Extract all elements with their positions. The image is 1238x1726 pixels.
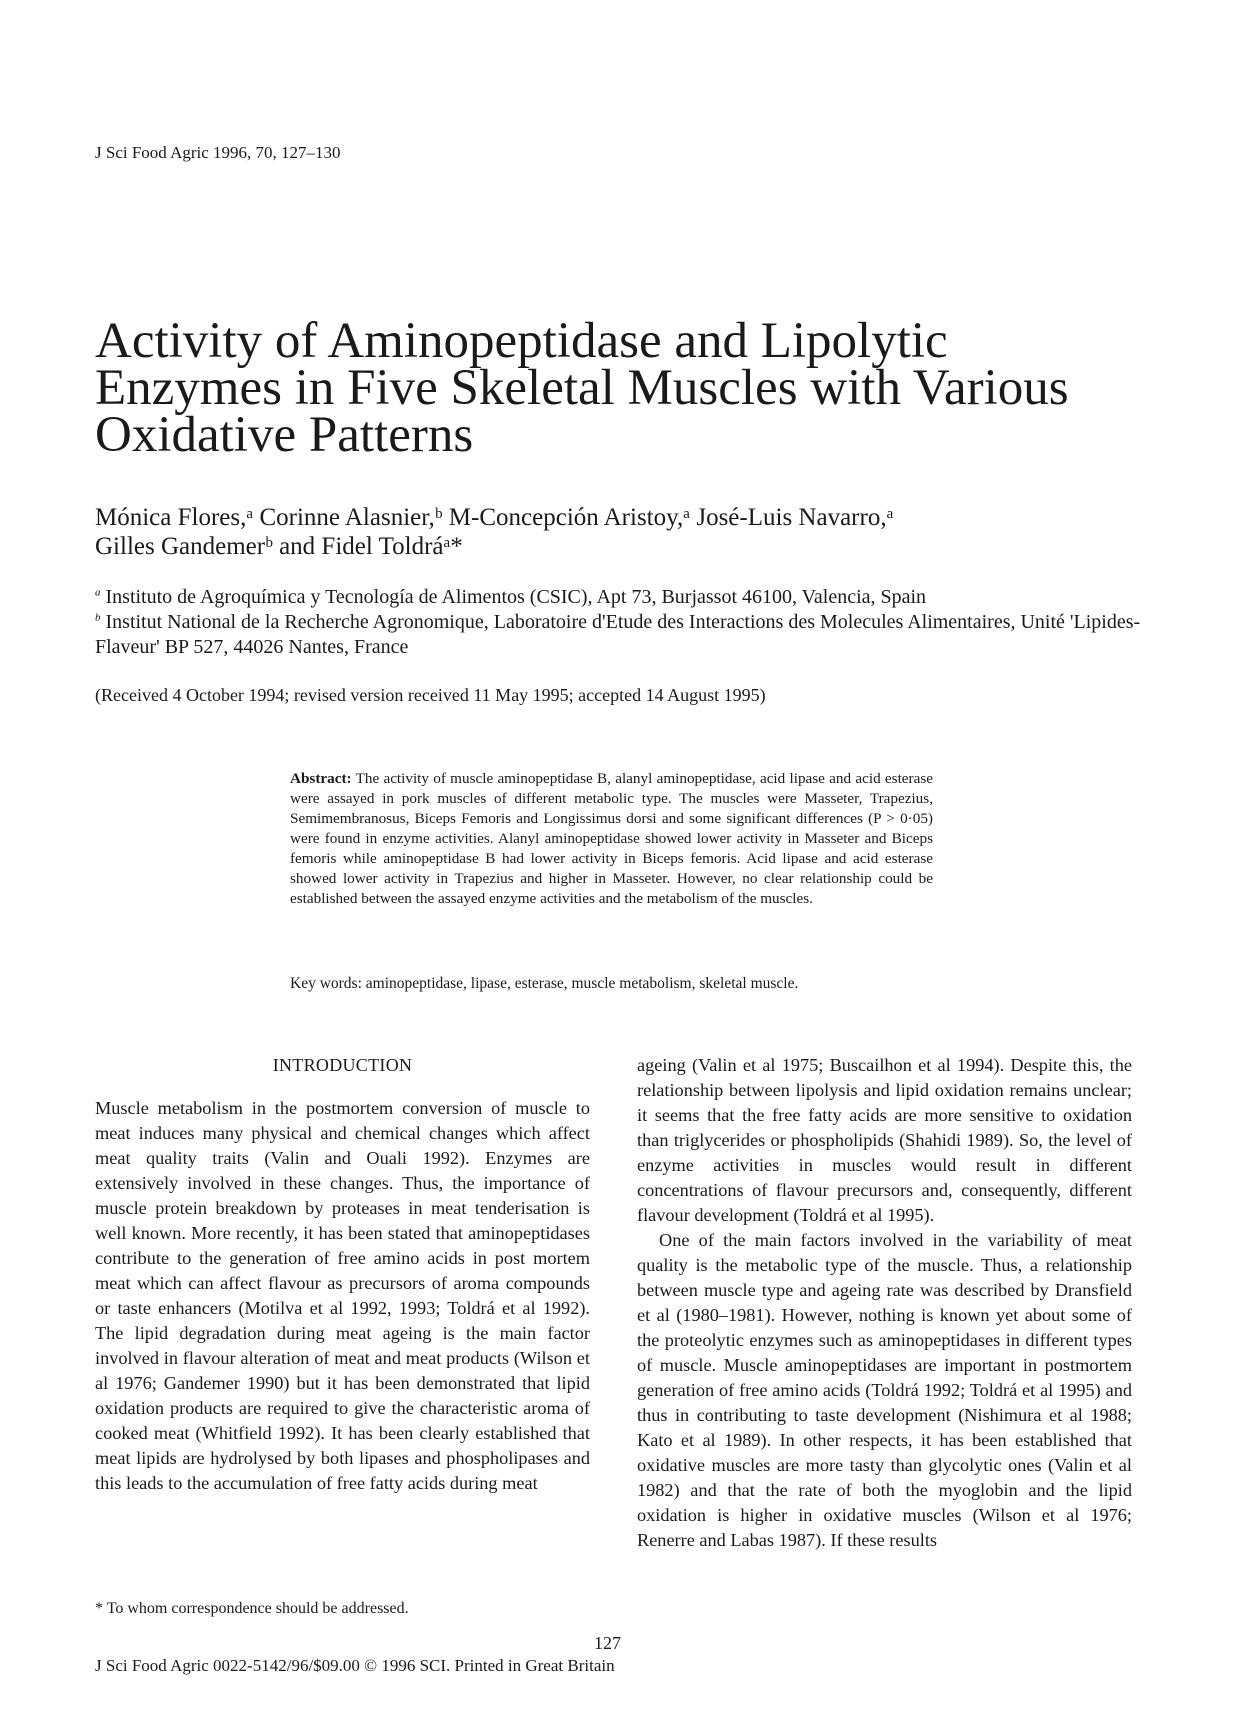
title-line-2: Enzymes in Five Skeletal Muscles with Various bbox=[95, 360, 1069, 416]
affiliation-a bbox=[95, 585, 1155, 610]
page-number: 127 bbox=[594, 1633, 621, 1653]
article-title bbox=[95, 313, 1155, 463]
title-line-3: Oxidative Patterns bbox=[95, 407, 474, 463]
affiliation-b-marker: b bbox=[95, 611, 101, 624]
abstract-text: The activity of muscle aminopeptidase B, alanyl aminopeptidase, acid lipase and acid esterase were assayed in pork muscles of different metabolic type. The muscles were Masseter, Trapezius, Semimembranosus, Biceps Femoris and Longissimus dorsi and some significant differences (P > 0·05) were found in enzyme activities. Alanyl aminopeptidase showed lower activity in Masseter and Biceps femoris while aminopeptidase B had lower activity in Biceps femoris. Acid lipase and acid esterase showed lower activity in Trapezius and higher in Masseter. However, no clear relationship could be established between the assayed enzyme activities and the metabolism of the muscles. bbox=[290, 770, 933, 907]
affiliation-b bbox=[95, 610, 1155, 660]
left-column bbox=[95, 1053, 590, 1496]
section-heading-introduction: INTRODUCTION bbox=[272, 1055, 413, 1075]
author-list bbox=[95, 503, 1155, 561]
right-column bbox=[637, 1053, 1132, 1553]
affiliation-a-text: Instituto de Agroquímica y Tecnología de Alimentos (CSIC), Apt 73, Burjassot 46100, Valencia, Spain bbox=[105, 586, 927, 608]
affiliation-b-text: Institut National de la Recherche Agronomique, Laboratoire d'Etude des Interactions des Molecules Alimentaires, Unité 'Lipides-Flaveur' BP 527, 44026 Nantes, France bbox=[95, 611, 1141, 658]
intro-paragraph-1-continued: ageing (Valin et al 1975; Buscailhon et al 1994). Despite this, the relationship between lipolysis and lipid oxidation remains unclear; it seems that the free fatty acids are more sensitive to oxidation than triglycerides or phospholipids (Shahidi 1989). So, the level of enzyme activities in muscles would result in different concentrations of flavour precursors and, consequently, different flavour development (Toldrá et al 1995). bbox=[637, 1055, 1132, 1225]
journal-footer: J Sci Food Agric 0022-5142/96/$09.00 © 1996 SCI. Printed in Great Britain bbox=[95, 1656, 615, 1675]
correspondence-footnote: * To whom correspondence should be addressed. bbox=[95, 1600, 409, 1617]
affiliation-a-marker: a bbox=[95, 586, 101, 599]
affiliations bbox=[95, 585, 1155, 660]
title-line-1: Activity of Aminopeptidase and Lipolytic bbox=[95, 313, 948, 369]
running-head: J Sci Food Agric 1996, 70, 127–130 bbox=[95, 143, 341, 162]
intro-paragraph-1: Muscle metabolism in the postmortem conversion of muscle to meat induces many physical and chemical changes which affect meat quality traits (Valin and Ouali 1992). Enzymes are extensively involved in these changes. Thus, the importance of muscle protein breakdown by proteases in meat tenderisation is well known. More recently, it has been stated that aminopeptidases contribute to the generation of free amino acids in post mortem meat which can affect flavour as precursors of aroma compounds or taste enhancers (Motilva et al 1992, 1993; Toldrá et al 1992). The lipid degradation during meat ageing is the main factor involved in flavour alteration of meat and meat products (Wilson et al 1976; Gandemer 1990) but it has been demonstrated that lipid oxidation products are required to give the characteristic aroma of cooked meat (Whitfield 1992). It has been clearly established that meat lipids are hydrolysed by both lipases and phospholipases and this leads to the accumulation of free fatty acids during meat bbox=[95, 1098, 590, 1493]
received-dates: (Received 4 October 1994; revised version received 11 May 1995; accepted 14 August 1995) bbox=[95, 685, 766, 705]
intro-paragraph-2: One of the main factors involved in the variability of meat quality is the metabolic type of the muscle. Thus, a relationship between muscle type and ageing rate was described by Dransfield et al (1980–1981). However, nothing is known yet about some of the proteolytic enzymes such as aminopeptidases in different types of muscle. Muscle aminopeptidases are important in postmortem generation of free amino acids (Toldrá 1992; Toldrá et al 1995) and thus in contributing to taste development (Nishimura et al 1988; Kato et al 1989). In other respects, it has been established that oxidative muscles are more tasty than glycolytic ones (Valin et al 1982) and that the rate of both the myoglobin and the lipid oxidation is higher in oxidative muscles (Wilson et al 1976; Renerre and Labas 1987). If these results bbox=[637, 1230, 1132, 1550]
abstract-label: Abstract: bbox=[290, 770, 352, 787]
authors-line-1: Mónica Flores,ᵃ Corinne Alasnier,ᵇ M-Concepción Aristoy,ᵃ José-Luis Navarro,ᵃ bbox=[95, 504, 894, 531]
keywords: Key words: aminopeptidase, lipase, esterase, muscle metabolism, skeletal muscle. bbox=[290, 975, 799, 992]
abstract bbox=[290, 769, 933, 909]
authors-line-2: Gilles Gandemerᵇ and Fidel Toldráᵃ* bbox=[95, 533, 463, 560]
